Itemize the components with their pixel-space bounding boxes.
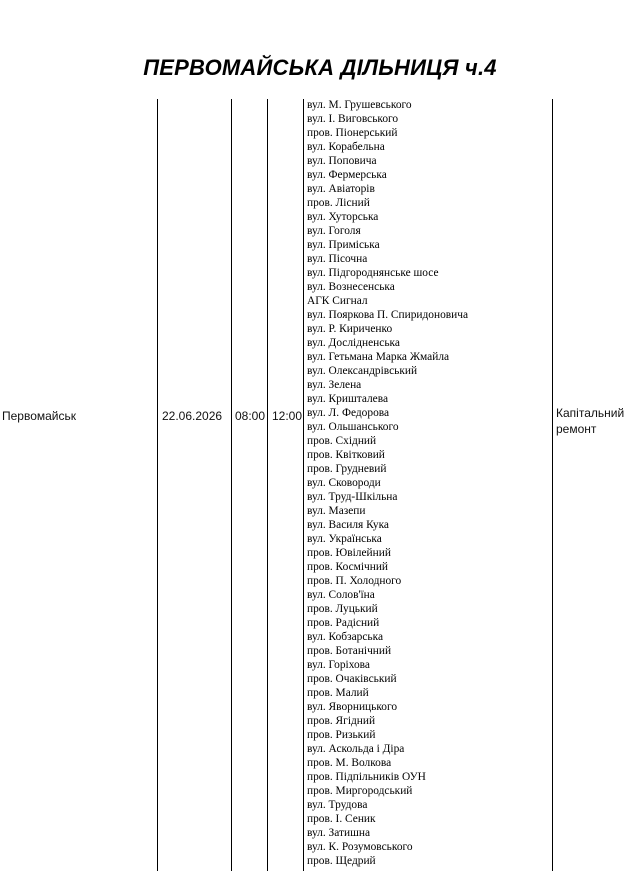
street-item: вул. Приміська — [307, 239, 380, 251]
page-title: ПЕРВОМАЙСЬКА ДІЛЬНИЦЯ ч.4 — [143, 55, 497, 80]
street-item: пров. Підпільників ОУН — [307, 771, 426, 783]
settlement-cell: Первомайськ — [2, 409, 77, 423]
street-item: вул. Василя Кука — [307, 519, 389, 531]
table-divider — [303, 99, 304, 871]
street-item: вул. І. Виговського — [307, 113, 399, 125]
street-item: вул. Дослідненська — [307, 337, 400, 349]
street-item: вул. Вознесенська — [307, 281, 395, 293]
street-item: пров. Ягідний — [307, 715, 376, 727]
street-item: пров. Радісний — [307, 617, 380, 629]
street-item: пров. Ботанічний — [307, 645, 392, 657]
street-item: пров. Ювілейний — [307, 547, 391, 559]
street-item: АГК Сигнал — [307, 295, 368, 307]
street-item: вул. Солов'їна — [307, 589, 375, 601]
street-item: вул. Корабельна — [307, 141, 385, 153]
street-item: вул. Трудова — [307, 799, 368, 811]
street-item: вул. Фермерська — [307, 169, 387, 181]
reason-cell — [556, 405, 624, 437]
street-item: пров. Квітковий — [307, 449, 385, 461]
street-item: вул. Ольшанського — [307, 421, 399, 433]
street-item: вул. Українська — [307, 533, 382, 545]
street-item: вул. К. Розумовського — [307, 841, 413, 853]
street-item: пров. Лісний — [307, 197, 370, 209]
street-item: вул. Горіхова — [307, 659, 370, 671]
street-item: вул. Р. Кириченко — [307, 323, 393, 335]
street-item: пров. Щедрий — [307, 855, 376, 867]
street-item: пров. Східний — [307, 435, 377, 447]
street-item: вул. Пояркова П. Спиридоновича — [307, 309, 469, 321]
table-divider — [552, 99, 553, 871]
street-item: вул. Гетьмана Марка Жмайла — [307, 351, 450, 363]
streets-list — [307, 98, 468, 868]
street-item: вул. Л. Федорова — [307, 407, 390, 419]
street-item: вул. Сковороди — [307, 477, 381, 489]
street-item: пров. І. Сеник — [307, 813, 376, 825]
street-item: вул. Олександрівський — [307, 365, 418, 377]
street-item: пров. Очаківський — [307, 673, 397, 685]
street-item: вул. Пісочна — [307, 253, 368, 265]
street-item: вул. Кобзарська — [307, 631, 384, 643]
street-item: пров. Космічний — [307, 561, 389, 573]
time-end-cell: 12:00 — [272, 409, 303, 423]
street-item: пров. Ризький — [307, 729, 376, 741]
table-divider — [157, 99, 158, 871]
date-cell: 22.06.2026 — [162, 409, 223, 423]
reason-line: Капітальний — [556, 406, 625, 420]
street-item: пров. Грудневий — [307, 463, 387, 475]
street-item: вул. Аскольда і Діра — [307, 743, 405, 755]
table-divider — [267, 99, 268, 871]
street-item: вул. Авіаторів — [307, 183, 375, 195]
street-item: пров. Піонерський — [307, 127, 398, 139]
street-item: вул. Труд-Шкільна — [307, 491, 398, 503]
street-item: вул. Затишна — [307, 827, 371, 839]
street-item: вул. М. Грушевського — [307, 99, 412, 111]
street-item: пров. Луцький — [307, 603, 378, 615]
street-item: пров. Малий — [307, 687, 369, 699]
street-item: вул. Поповича — [307, 155, 377, 167]
street-item: пров. П. Холодного — [307, 575, 402, 587]
street-item: вул. Мазепи — [307, 505, 366, 517]
street-item: вул. Хуторська — [307, 211, 379, 223]
time-start-cell: 08:00 — [235, 409, 266, 423]
street-item: вул. Гоголя — [307, 225, 361, 237]
reason-line: ремонт — [556, 422, 597, 436]
street-item: вул. Зелена — [307, 379, 362, 391]
street-item: вул. Кришталева — [307, 393, 389, 405]
street-item: вул. Яворницького — [307, 701, 398, 713]
street-item: пров. М. Волкова — [307, 757, 392, 769]
street-item: пров. Миргородський — [307, 785, 413, 797]
table-divider — [231, 99, 232, 871]
street-item: вул. Підгороднянське шосе — [307, 267, 439, 279]
